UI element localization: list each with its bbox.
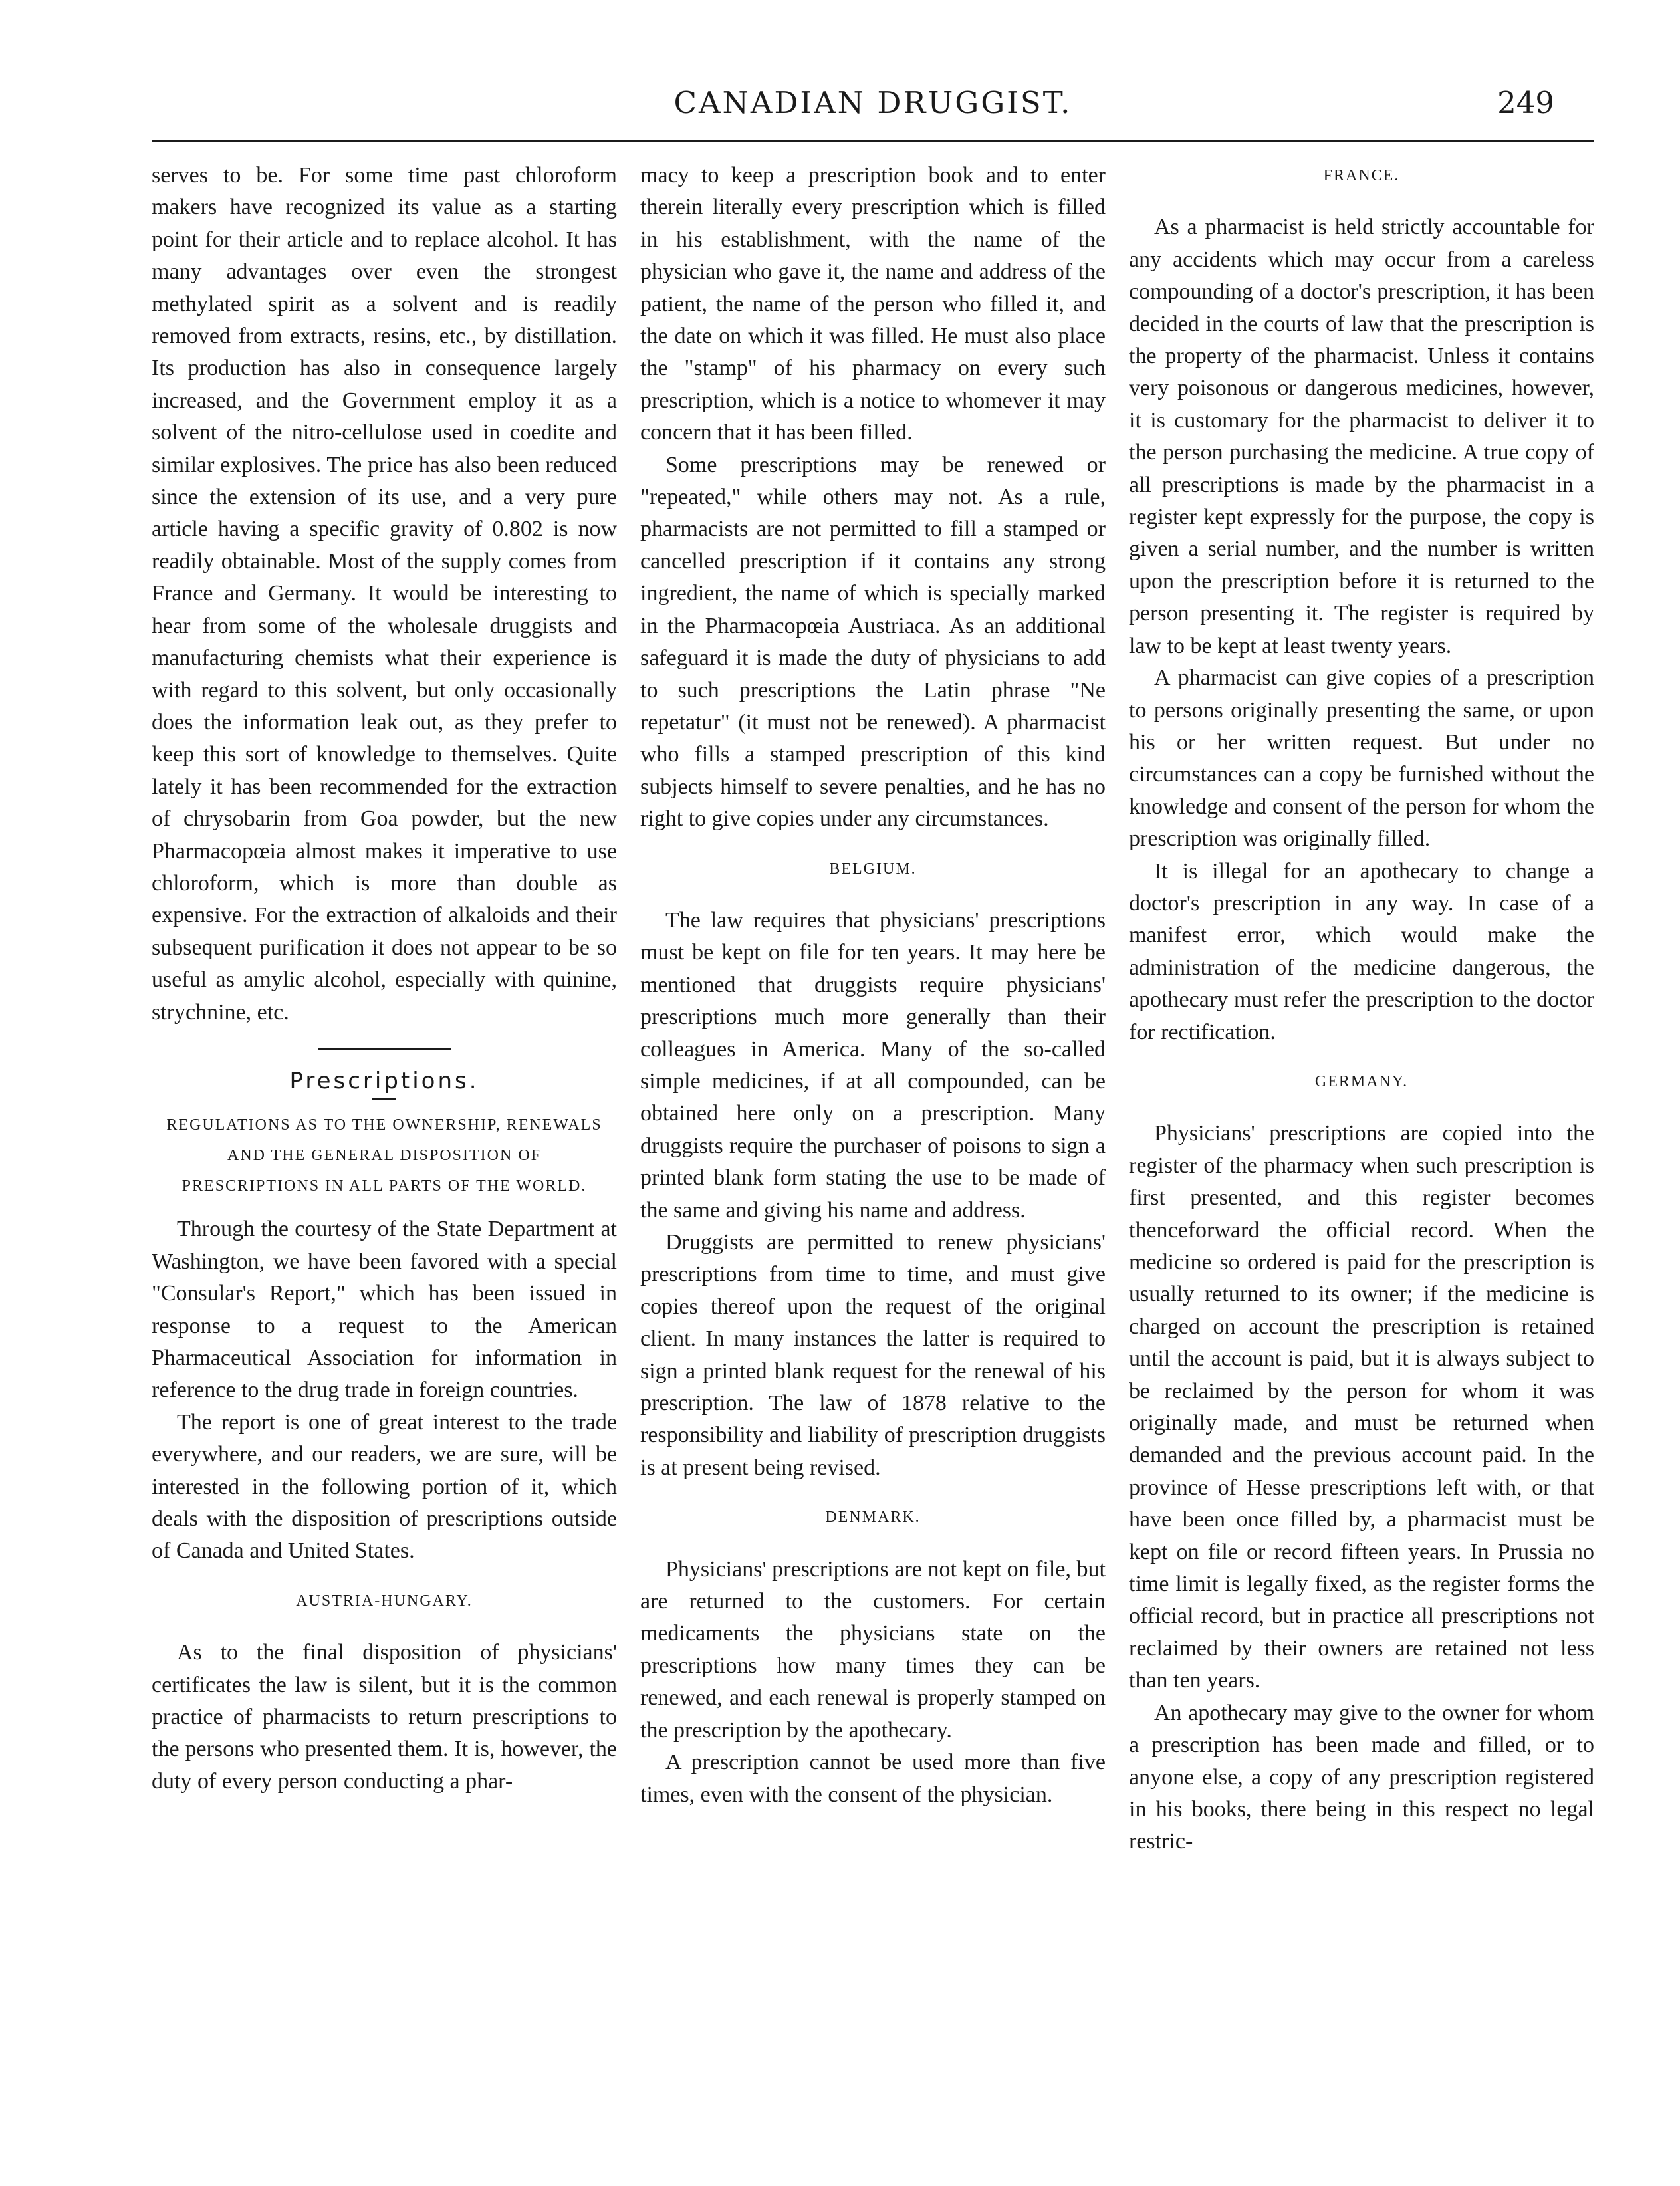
column-2 (640, 160, 1106, 2147)
paragraph-france-illegal: It is illegal for an apothecary to change a doctor's prescription in any way. In case of a manifest error, which would make the administration of the medicine dangerous, the apothecary must refer the prescription to the doctor for rectification. (1129, 858, 1594, 1044)
paragraph-chloroform-continued: serves to be. For some time past chloroform makers have recognized its value as a starting point for their article and to replace alcohol. It has many advantages over even the strongest methylated spirit as a solvent and is readily removed from extracts, resins, etc., by distillation. Its production has also in consequence largely increased, and the Government employ it as a solvent of the nitro-cellulose used in coedite and similar explosives. The price has also been reduced since the extension of its use, and a very pure article having a specific gravity of 0.802 is now readily obtainable. Most of the supply comes from France and Germany. It would be interesting to hear from some of the wholesale druggists and manufacturing chemists what their experience is with regard to this solvent, but only occasionally does the information leak out, as they prefer to keep this sort of knowledge to themselves. Quite lately it has been recommended for the extraction of chrysobarin from Goa powder, but the new Pharmacopœia almost makes it imperative to use chloroform, which is more than double as expensive. For the extraction of alkaloids and their subsequent purification it does not appear to be so useful as amylic alcohol, especially with quinine, strychnine, etc. (152, 163, 617, 1025)
running-title: CANADIAN DRUGGIST. (673, 85, 1072, 120)
page-header (152, 85, 1594, 133)
paragraph-belgium: The law requires that physicians' prescriptions must be kept on file for ten years. It may here be mentioned that druggists require physicians' prescriptions much more generally than their colleagues in America. Many of the so-called simple medicines, if at all compounded, can be obtained here only on a prescription. Many druggists require the purchaser of poisons to sign a printed blank form stating the use to be made of the same and giving his name and address. (640, 908, 1106, 1223)
paragraph-denmark-limit: A prescription cannot be used more than five times, even with the consent of the physician. (640, 1750, 1106, 1807)
paragraph-belgium-renewals: Druggists are permitted to renew physicians' prescriptions from time to time, and must give copies thereof upon the request of the original client. In many instances the latter is required to sign a printed blank request for the renewal of his prescription. The law of 1878 relative to the responsibility and liability of prescription druggists is at present being revised. (640, 1230, 1106, 1480)
section-heading-germany: GERMANY. (1314, 1072, 1409, 1090)
article-title: Prescriptions. (289, 1067, 479, 1094)
paragraph-renewed: Some prescriptions may be renewed or "repeated," while others may not. As a rule, pharmacists are not permitted to fill a stamped or cancelled prescription if it contains any strong ingredient, the name of which is specially marked in the Pharmacopœia Austriaca. As an additional safeguard it is made the duty of physicians to add to such prescriptions the Latin phrase "Ne repetatur" (it must not be renewed). A pharmacist who fills a stamped prescription of this kind subjects himself to severe penalties, and he has no right to give copies under any circumstances. (640, 452, 1106, 832)
article-divider (318, 1048, 451, 1050)
article-subhead: REGULATIONS AS TO THE OWNERSHIP, RENEWALS AND THE GENERAL DISPOSITION OF PRESCRIPTIONS IN ALL PARTS OF THE WORLD. (166, 1116, 602, 1195)
paragraph-germany: Physicians' prescriptions are copied into the register of the pharmacy when such prescription is first presented, and this register becomes thenceforward the official record. When the medicine so ordered is paid for the prescription is usually returned to its owner; if the medicine is charged on account the prescription is retained until the account is paid, but it is always subject to be reclaimed by the person for whom it was originally made, and must be returned when demanded and the previous account paid. In the province of Hesse prescriptions left with, or that have been once filled by, a pharmacist must be kept on file or record fifteen years. In Prussia no time limit is legally fixed, as the register forms the official record, but in practice all prescriptions not reclaimed by their owners are retained not less than ten years. (1129, 1121, 1594, 1693)
header-rule (152, 140, 1594, 142)
paragraph-austria: As to the final disposition of physicians' certificates the law is silent, but it is the common practice of pharmacists to return prescriptions to the persons who presented them. It is, however, the duty of every person conducting a phar- (152, 1640, 617, 1794)
section-heading-belgium: BELGIUM. (829, 860, 917, 878)
paragraph-report: The report is one of great interest to the trade everywhere, and our readers, we are sure, will be interested in the following portion of it, which deals with the disposition of prescriptions outside of Canada and United States. (152, 1409, 617, 1564)
paragraph-france-copies: A pharmacist can give copies of a prescription to persons originally presenting the same, or upon his or her written request. But under no circumstances can a copy be furnished without the knowledge and consent of the person for whom the prescription was originally filled. (1129, 666, 1594, 852)
title-underline (372, 1098, 396, 1100)
paragraph-austria-continued: macy to keep a prescription book and to enter therein literally every prescription which is filled in his establishment, with the name of the physician who gave it, the name and address of the patient, the name of the person who filled it, and the date on which it was filled. He must also place the "stamp" of his pharmacy on every such prescription, which is a notice to whomever it may concern that it has been filled. (640, 163, 1106, 445)
paragraph-intro: Through the courtesy of the State Department at Washington, we have been favored with a special "Consular's Report," which has been issued in response to a request to the American Pharmaceutical Association for information in reference to the drug trade in foreign countries. (152, 1217, 617, 1403)
column-1 (152, 160, 617, 2147)
paragraph-france: As a pharmacist is held strictly accountable for any accidents which may occur from a careless compounding of a doctor's prescription, it has been decided in the courts of law that the prescription is the property of the pharmacist. Unless it contains very poisonous or dangerous medicines, however, it is customary for the pharmacist to deliver it to the person purchasing the medicine. A true copy of all prescriptions is made by the pharmacist in a register kept expressly for the purpose, the copy is given a serial number, and the number is written upon the prescription before it is returned to the person presenting it. The register is required by law to be kept at least twenty years. (1129, 215, 1594, 658)
section-heading-austria-hungary: AUSTRIA-HUNGARY. (296, 1592, 473, 1610)
paragraph-denmark: Physicians' prescriptions are not kept on file, but are returned to the customers. For certain medicaments the physicians state on the prescriptions how many times they can be renewed, and each renewal is properly stamped on the prescription by the apothecary. (640, 1556, 1106, 1743)
page-number: 249 (1497, 85, 1554, 120)
column-3 (1129, 160, 1594, 2147)
section-heading-france: FRANCE. (1323, 167, 1400, 184)
paragraph-germany-copies: An apothecary may give to the owner for whom a prescription has been made and filled, or to anyone else, a copy of any prescription registered in his books, there being in this respect no legal restric- (1129, 1700, 1594, 1854)
section-heading-denmark: DENMARK. (825, 1509, 921, 1526)
